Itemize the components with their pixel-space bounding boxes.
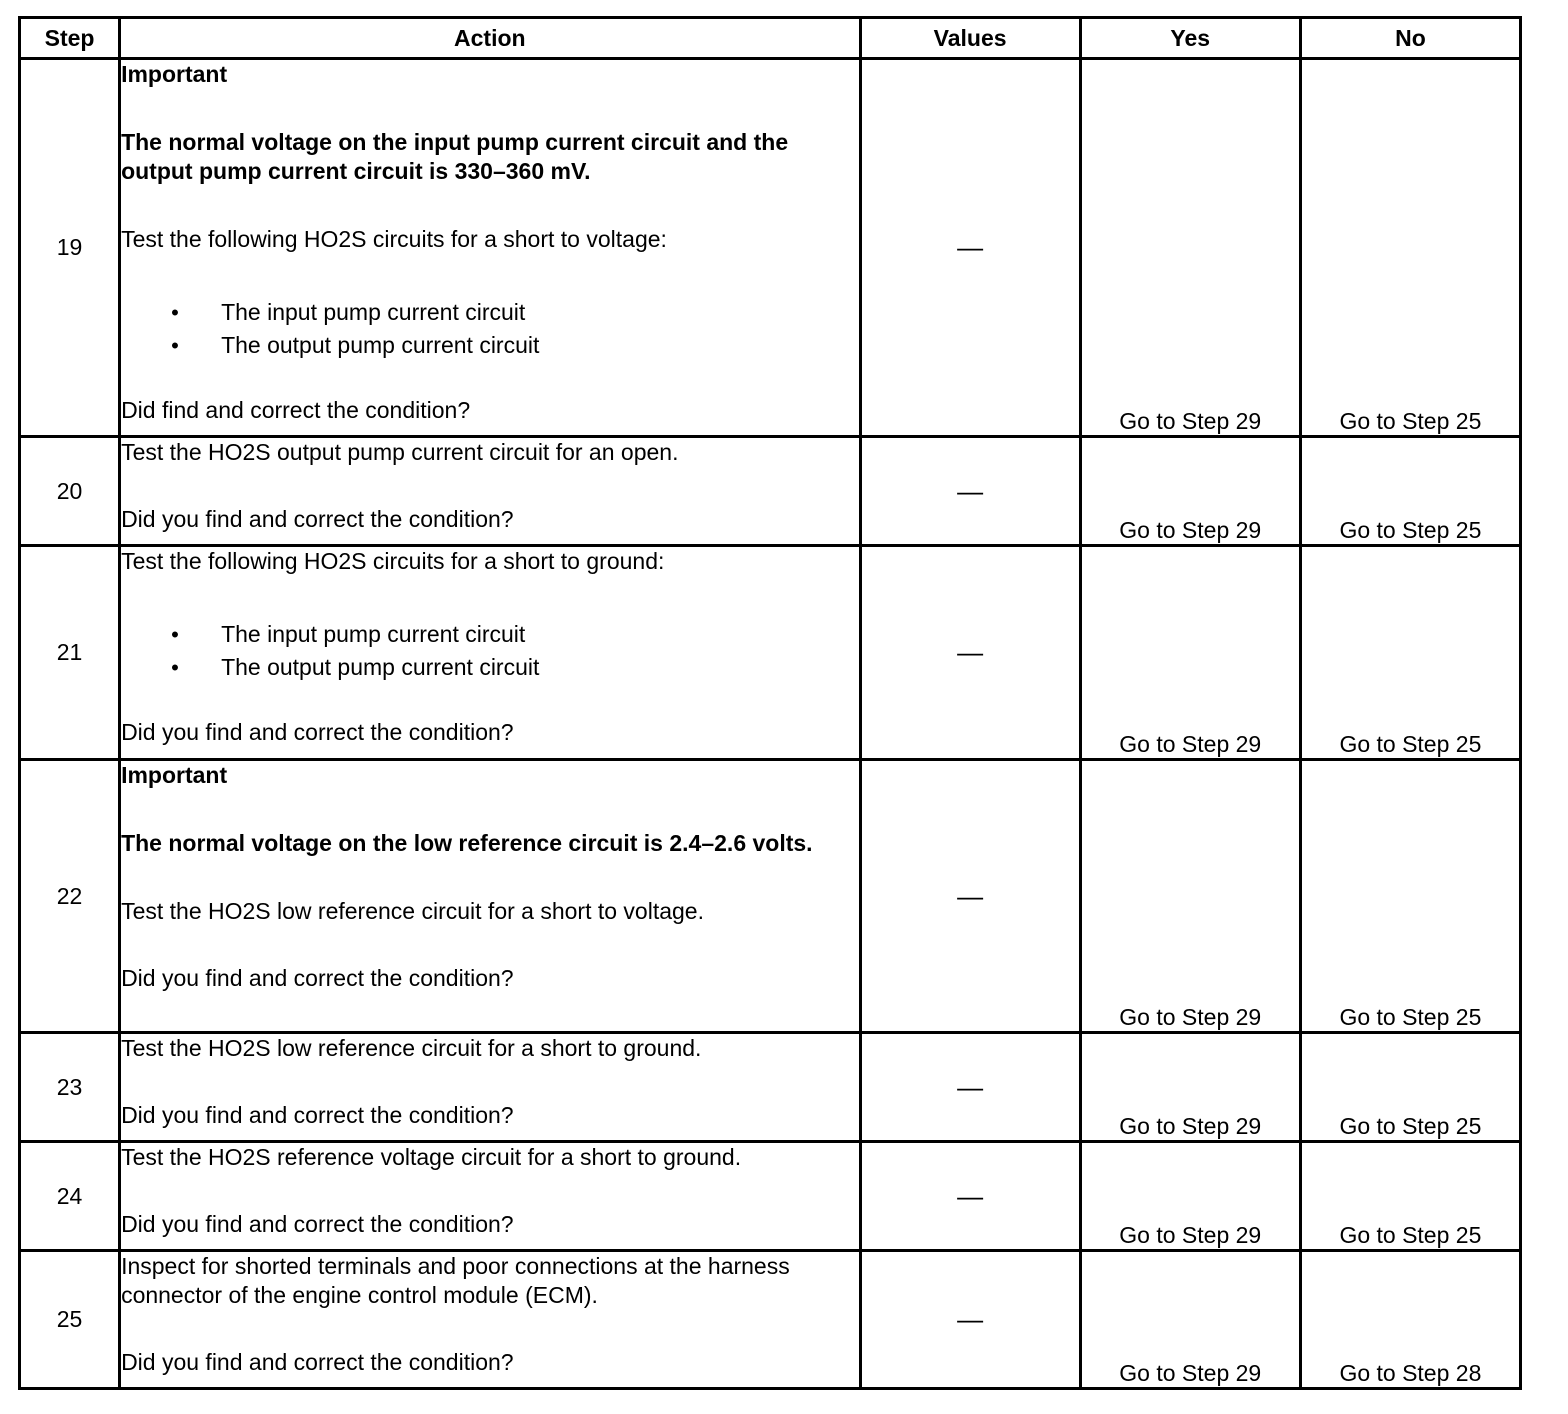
table-row-step-19 bbox=[20, 59, 1521, 437]
question-text: Did you find and correct the condition? bbox=[121, 1102, 514, 1128]
yes-cell: Go to Step 29 bbox=[1080, 59, 1300, 437]
table-row-step-24 bbox=[20, 1142, 1521, 1251]
header-values: Values bbox=[860, 18, 1080, 59]
yes-cell: Go to Step 29 bbox=[1080, 1033, 1300, 1142]
no-cell: Go to Step 25 bbox=[1300, 1033, 1520, 1142]
action-cell bbox=[120, 1033, 860, 1142]
table-row-step-23 bbox=[20, 1033, 1521, 1142]
yes-cell: Go to Step 29 bbox=[1080, 1251, 1300, 1389]
important-label: Important bbox=[121, 61, 228, 87]
header-no: No bbox=[1300, 18, 1520, 59]
action-text: Test the following HO2S circuits for a short to voltage: bbox=[121, 226, 667, 252]
yes-cell: Go to Step 29 bbox=[1080, 760, 1300, 1033]
table-row-step-22 bbox=[20, 760, 1521, 1033]
no-cell: Go to Step 28 bbox=[1300, 1251, 1520, 1389]
value-cell: — bbox=[860, 59, 1080, 437]
action-cell bbox=[120, 1142, 860, 1251]
value-cell: — bbox=[860, 1033, 1080, 1142]
action-text: Inspect for shorted terminals and poor connections at the harness connector of the engine control module (ECM). bbox=[121, 1253, 790, 1308]
no-cell: Go to Step 25 bbox=[1300, 760, 1520, 1033]
question-text: Did find and correct the condition? bbox=[121, 397, 471, 423]
step-number: 23 bbox=[20, 1033, 120, 1142]
value-cell: — bbox=[860, 1251, 1080, 1389]
value-cell: — bbox=[860, 546, 1080, 760]
table-row-step-25 bbox=[20, 1251, 1521, 1389]
step-number: 22 bbox=[20, 760, 120, 1033]
header-yes: Yes bbox=[1080, 18, 1300, 59]
step-number: 19 bbox=[20, 59, 120, 437]
list-item: • The input pump current circuit bbox=[121, 296, 858, 329]
value-cell: — bbox=[860, 760, 1080, 1033]
step-number: 24 bbox=[20, 1142, 120, 1251]
important-note: The normal voltage on the low reference circuit is 2.4–2.6 volts. bbox=[121, 830, 813, 856]
header-action: Action bbox=[120, 18, 860, 59]
table-row-step-21 bbox=[20, 546, 1521, 760]
bullet-list bbox=[121, 296, 858, 362]
header-step: Step bbox=[20, 18, 120, 59]
list-item: • The input pump current circuit bbox=[121, 618, 858, 651]
value-cell: — bbox=[860, 1142, 1080, 1251]
no-cell: Go to Step 25 bbox=[1300, 59, 1520, 437]
question-text: Did you find and correct the condition? bbox=[121, 719, 514, 745]
header-row bbox=[20, 18, 1521, 59]
action-cell bbox=[120, 59, 860, 437]
action-cell bbox=[120, 760, 860, 1033]
no-cell: Go to Step 25 bbox=[1300, 437, 1520, 546]
yes-cell: Go to Step 29 bbox=[1080, 437, 1300, 546]
question-text: Did you find and correct the condition? bbox=[121, 1211, 514, 1237]
action-text: Test the HO2S low reference circuit for a short to voltage. bbox=[121, 898, 704, 924]
important-note: The normal voltage on the input pump current circuit and the output pump current circuit is 330–360 mV. bbox=[121, 129, 789, 184]
value-cell: — bbox=[860, 437, 1080, 546]
no-cell: Go to Step 25 bbox=[1300, 546, 1520, 760]
step-number: 25 bbox=[20, 1251, 120, 1389]
yes-cell: Go to Step 29 bbox=[1080, 546, 1300, 760]
question-text: Did you find and correct the condition? bbox=[121, 506, 514, 532]
yes-cell: Go to Step 29 bbox=[1080, 1142, 1300, 1251]
question-text: Did you find and correct the condition? bbox=[121, 965, 514, 991]
bullet-list bbox=[121, 618, 858, 684]
action-text: Test the HO2S reference voltage circuit for a short to ground. bbox=[121, 1144, 742, 1170]
no-cell: Go to Step 25 bbox=[1300, 1142, 1520, 1251]
list-item: • The output pump current circuit bbox=[121, 651, 858, 684]
action-text: Test the following HO2S circuits for a short to ground: bbox=[121, 548, 665, 574]
step-number: 21 bbox=[20, 546, 120, 760]
action-text: Test the HO2S output pump current circuit for an open. bbox=[121, 439, 679, 465]
action-cell bbox=[120, 1251, 860, 1389]
action-cell bbox=[120, 437, 860, 546]
question-text: Did you find and correct the condition? bbox=[121, 1349, 514, 1375]
action-cell bbox=[120, 546, 860, 760]
important-label: Important bbox=[121, 762, 228, 788]
step-number: 20 bbox=[20, 437, 120, 546]
list-item: • The output pump current circuit bbox=[121, 329, 858, 362]
table-row-step-20 bbox=[20, 437, 1521, 546]
action-text: Test the HO2S low reference circuit for a short to ground. bbox=[121, 1035, 702, 1061]
diagnostic-table bbox=[18, 16, 1522, 1390]
